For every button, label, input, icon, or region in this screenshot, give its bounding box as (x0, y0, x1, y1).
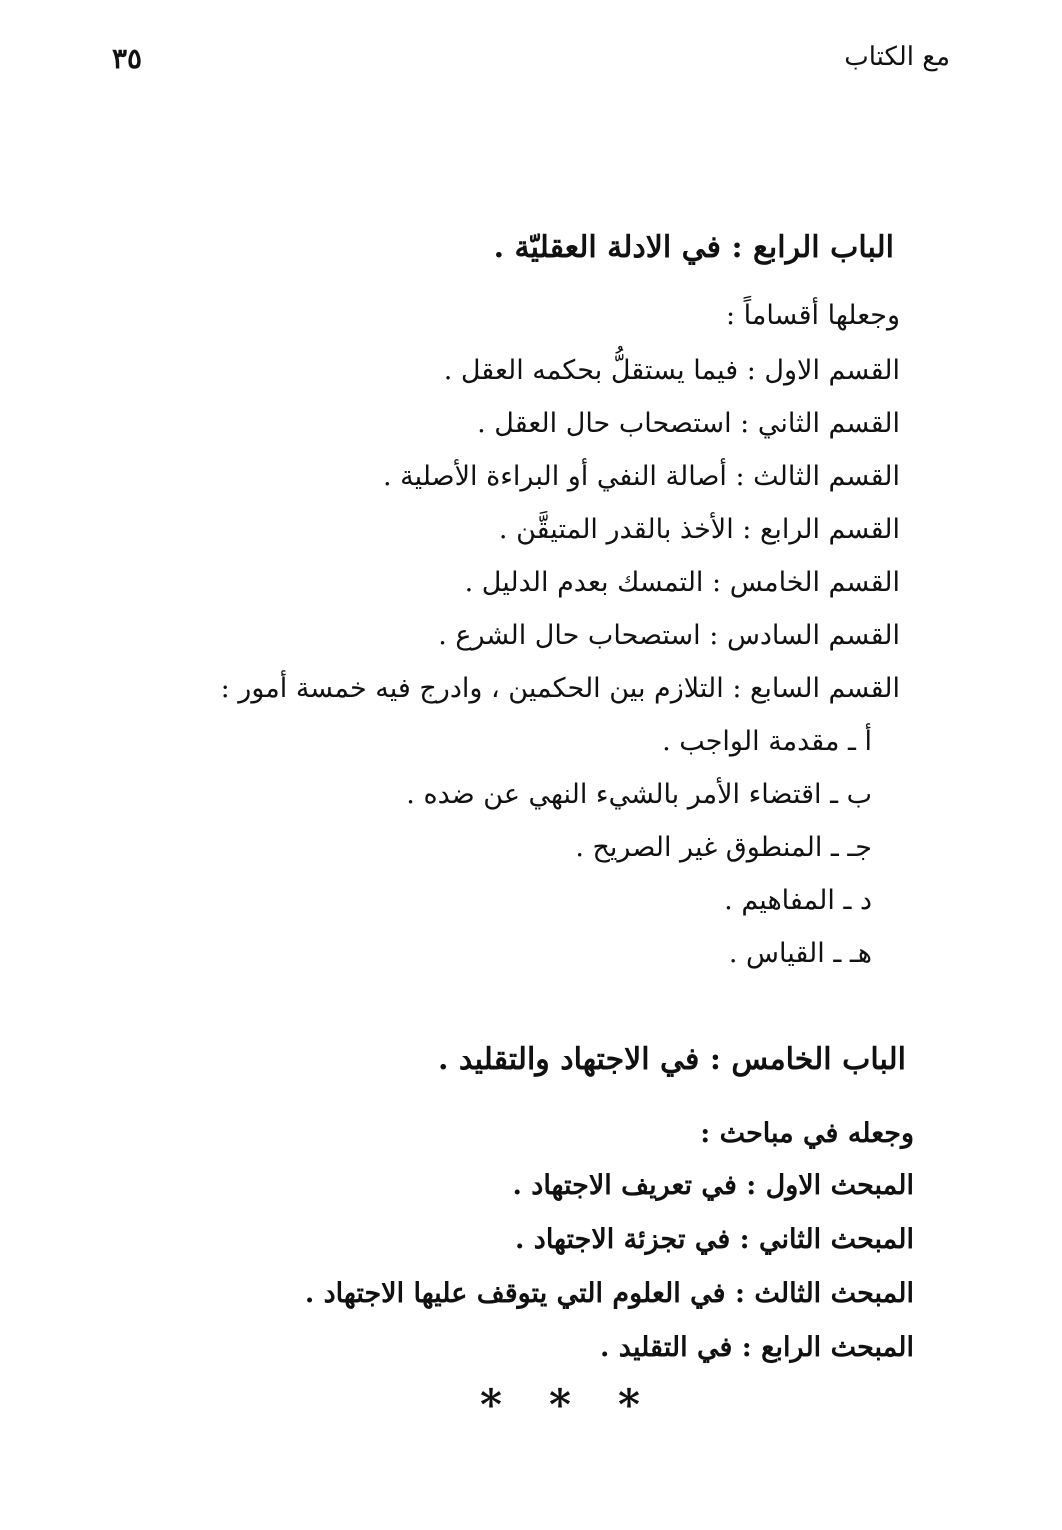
subitem-line: د ـ المفاهيم . (724, 885, 872, 916)
subitem-line: أ ـ مقدمة الواجب . (662, 726, 872, 757)
asterisk-icon: * (549, 1380, 571, 1429)
section-line: القسم الثالث : أصالة النفي أو البراءة الأصلية . (382, 461, 900, 492)
section-line: القسم الاول : فيما يستقلُّ بحكمه العقل . (443, 355, 900, 386)
page-number: ٣٥ (112, 42, 143, 75)
chapter-5-intro: وجعله في مباحث : (700, 1118, 914, 1149)
subitem-line: ب ـ اقتضاء الأمر بالشيء النهي عن ضده . (406, 779, 872, 810)
topic-line: المبحث الثالث : في العلوم التي يتوقف عليها الاجتهاد . (304, 1278, 914, 1309)
topic-line: المبحث الاول : في تعريف الاجتهاد . (512, 1170, 914, 1201)
subitem-line: جـ ـ المنطوق غير الصريح . (575, 832, 872, 863)
running-title: مع الكتاب (844, 42, 950, 72)
subitem-line: هـ ـ القياس . (728, 938, 872, 969)
section-line: القسم الثاني : استصحاب حال العقل . (477, 408, 900, 439)
section-line: القسم الرابع : الأخذ بالقدر المتيقَّن . (498, 514, 900, 545)
section-line: القسم السادس : استصحاب حال الشرع . (438, 620, 900, 651)
section-line: القسم السابع : التلازم بين الحكمين ، وادرج فيه خمسة أمور : (220, 673, 900, 704)
topic-line: المبحث الرابع : في التقليد . (599, 1332, 914, 1363)
asterisk-icon: * (618, 1380, 640, 1429)
section-ornament (480, 1380, 640, 1429)
chapter-4-heading: الباب الرابع : في الادلة العقليّة . (493, 230, 894, 265)
section-line: القسم الخامس : التمسك بعدم الدليل . (464, 567, 900, 598)
topic-line: المبحث الثاني : في تجزئة الاجتهاد . (515, 1224, 914, 1255)
asterisk-icon: * (480, 1380, 502, 1429)
chapter-5-heading: الباب الخامس : في الاجتهاد والتقليد . (437, 1042, 906, 1077)
chapter-4-intro: وجعلها أقساماً : (725, 300, 900, 331)
